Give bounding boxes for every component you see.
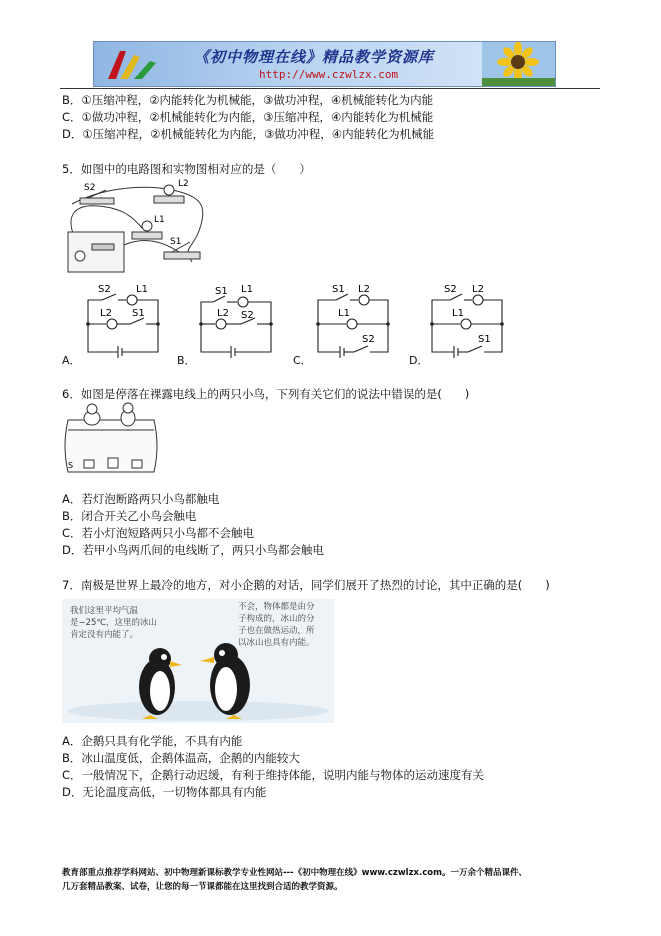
bubble-left-line-1: 我们这里平均气温 — [70, 606, 139, 616]
q5-stem: 5．如图中的电路图和实物图相对应的是（ ） — [62, 162, 311, 176]
q7-penguin-figure — [62, 599, 334, 723]
opt-a-mid-lamp: L2 — [100, 308, 112, 319]
q4-option-c: C．①做功冲程，②机械能转化为内能，③压缩冲程，④内能转化为机械能 — [62, 110, 434, 124]
bubble-left-line-2: 是−25℃，这里的冰山 — [70, 618, 157, 628]
q5-real-circuit-figure — [62, 176, 212, 276]
opt-a-mid-switch: S1 — [132, 308, 145, 319]
opt-b-top-lamp: L1 — [241, 284, 253, 295]
opt-d-top-lamp: L2 — [472, 284, 484, 295]
q6-option-b: B．闭合开关乙小鸟会触电 — [62, 509, 197, 523]
opt-b-mid-lamp: L2 — [217, 308, 229, 319]
banner-title: 《初中物理在线》精品教学资源库 — [194, 48, 435, 66]
opt-c-bottom-switch: S2 — [362, 334, 375, 345]
photo-label-l2: L2 — [178, 179, 189, 189]
opt-b-letter: B． — [177, 354, 196, 367]
q4-option-d: D．①压缩冲程，②机械能转化为内能，③做功冲程，④内能转化为机械能 — [62, 127, 435, 141]
q6-option-a: A．若灯泡断路两只小鸟都触电 — [62, 492, 220, 506]
opt-b-mid-switch: S2 — [241, 310, 254, 321]
q7-stem: 7．南极是世界上最冷的地方，对小企鹅的对话，同学们展开了热烈的讨论，其中正确的是( ) — [62, 578, 550, 592]
sunflower-image — [482, 42, 555, 86]
bubble-right-line-1: 不会，物体都是由分 — [238, 602, 315, 612]
q7-option-b: B．冰山温度低，企鹅体温高，企鹅的内能较大 — [62, 751, 300, 765]
bubble-right-line-3: 子也在做热运动，所 — [238, 626, 315, 636]
q7-option-a: A．企鹅只具有化学能，不具有内能 — [62, 734, 243, 748]
opt-d-letter: D． — [409, 354, 429, 367]
footer-line-2: 几万套精品教案、试卷，让您的每一节课都能在这里找到合适的教学资源。 — [62, 882, 343, 892]
opt-a-letter: A． — [62, 354, 81, 367]
speech-bubble-right — [238, 601, 315, 649]
banner-url: http://www.czwlzx.com — [259, 68, 399, 81]
bubble-right-line-2: 子构成的，冰山的分 — [238, 614, 315, 624]
q6-option-d: D．若甲小鸟两爪间的电线断了，两只小鸟都会触电 — [62, 543, 324, 557]
opt-a-top-switch: S2 — [98, 284, 111, 295]
opt-c-top-switch: S1 — [332, 284, 345, 295]
q6-figure-label: S — [68, 461, 74, 470]
opt-b-top-switch: S1 — [215, 286, 228, 297]
header-banner — [93, 41, 556, 87]
photo-label-s2: S2 — [84, 183, 96, 193]
bubble-left-line-3: 肯定没有内能了。 — [70, 630, 139, 640]
header-rule — [60, 88, 600, 89]
opt-d-mid-lamp: L1 — [452, 308, 464, 319]
q6-birds-figure — [62, 400, 162, 476]
site-logo — [100, 45, 170, 83]
opt-c-top-lamp: L2 — [358, 284, 370, 295]
photo-label-s1: S1 — [170, 237, 182, 247]
q7-option-c: C．一般情况下，企鹅行动迟缓，有利于维持体能，说明内能与物体的运动速度有关 — [62, 768, 485, 782]
bubble-right-line-4: 以冰山也具有内能。 — [238, 638, 315, 648]
q6-stem: 6．如图是停落在裸露电线上的两只小鸟，下列有关它们的说法中错误的是( ) — [62, 387, 470, 401]
opt-d-bottom-switch: S1 — [478, 334, 491, 345]
footer-line-1: 教育部重点推荐学科网站、初中物理新课标教学专业性网站---《初中物理在线》www.czwlzx.com。一万余个精品课件、 — [62, 868, 527, 878]
opt-c-letter: C． — [293, 354, 312, 367]
q6-option-c: C．若小灯泡短路两只小鸟都不会触电 — [62, 526, 255, 540]
q7-option-d: D．无论温度高低，一切物体都具有内能 — [62, 785, 267, 799]
speech-bubble-left — [70, 605, 157, 641]
opt-d-top-switch: S2 — [444, 284, 457, 295]
q4-option-b: B．①压缩冲程，②内能转化为机械能，③做功冲程，④机械能转化为内能 — [62, 93, 434, 107]
opt-c-mid-lamp: L1 — [338, 308, 350, 319]
photo-label-l1: L1 — [154, 215, 165, 225]
opt-a-top-lamp: L1 — [136, 284, 148, 295]
